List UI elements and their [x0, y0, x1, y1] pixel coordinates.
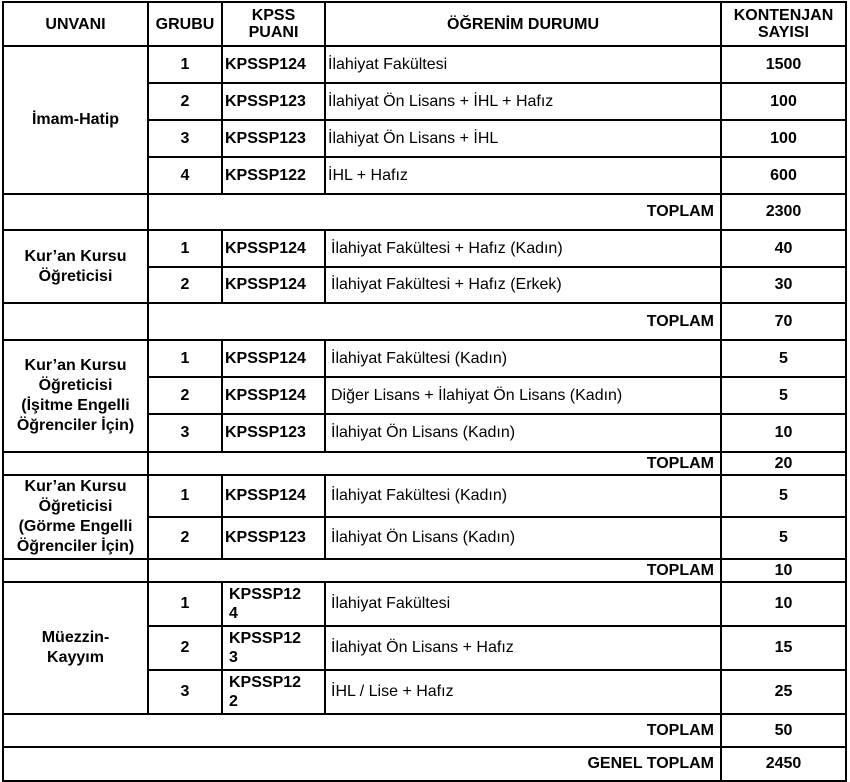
cell-kpss: KPSSP124 [222, 267, 325, 303]
total-spacer [3, 452, 148, 475]
kontenjan-table [2, 1, 847, 782]
cell-grup: 3 [148, 120, 222, 157]
cell-kontenjan: 5 [721, 340, 846, 377]
group-title-line: Kur’an Kursu [24, 478, 127, 495]
cell-kpss: KPSSP124 [222, 230, 325, 267]
group-title-line: Öğreticisi [38, 377, 113, 394]
cell-ogrenim: Diğer Lisans + İlahiyat Ön Lisans (Kadın) [325, 377, 721, 414]
cell-kpss [222, 626, 325, 670]
header-grubu: GRUBU [148, 2, 222, 46]
total-spacer [3, 194, 148, 230]
cell-kpss [222, 582, 325, 626]
cell-kontenjan: 10 [721, 414, 846, 452]
group-title-gorme-engelli [3, 475, 148, 559]
cell-kpss-part: 4 [229, 605, 238, 622]
cell-grup: 4 [148, 157, 222, 194]
cell-kpss-part: 3 [229, 649, 238, 666]
group-title-isitme-engelli [3, 340, 148, 452]
total-row [3, 559, 846, 582]
cell-grup: 2 [148, 377, 222, 414]
group-title-line: Kur’an Kursu [24, 357, 127, 374]
cell-ogrenim: İlahiyat Ön Lisans + İHL [325, 120, 721, 157]
cell-kontenjan: 100 [721, 83, 846, 120]
cell-kontenjan: 15 [721, 626, 846, 670]
header-kontenjan-line2: SAYISI [758, 24, 809, 41]
grand-total-label: GENEL TOPLAM [3, 747, 721, 781]
cell-kontenjan: 5 [721, 517, 846, 559]
cell-kontenjan: 25 [721, 670, 846, 714]
cell-grup: 1 [148, 230, 222, 267]
total-row [3, 194, 846, 230]
cell-kontenjan: 5 [721, 377, 846, 414]
cell-grup: 2 [148, 517, 222, 559]
cell-kontenjan: 100 [721, 120, 846, 157]
cell-grup: 3 [148, 670, 222, 714]
cell-kpss: KPSSP124 [222, 475, 325, 517]
cell-ogrenim: İlahiyat Fakültesi [325, 46, 721, 83]
cell-grup: 2 [148, 83, 222, 120]
header-unvani: UNVANI [3, 2, 148, 46]
cell-kontenjan: 40 [721, 230, 846, 267]
grand-total-row [3, 747, 846, 781]
cell-grup: 2 [148, 267, 222, 303]
total-value: 20 [721, 452, 846, 475]
group-title-line: İmam-Hatip [31, 111, 120, 128]
cell-ogrenim: İlahiyat Fakültesi + Hafız (Kadın) [325, 230, 721, 267]
total-label: TOPLAM [148, 559, 721, 582]
group-title-line: Müezzin- [41, 629, 110, 646]
grand-total-value: 2450 [721, 747, 846, 781]
cell-kpss: KPSSP123 [222, 83, 325, 120]
cell-kpss-part: 2 [229, 693, 238, 710]
group-title-line: Kur’an Kursu [24, 247, 127, 265]
cell-grup: 2 [148, 626, 222, 670]
group-title-line: (İşitme Engelli [21, 397, 130, 414]
cell-kpss: KPSSP123 [222, 120, 325, 157]
group-title-line: Öğreticisi [38, 267, 113, 285]
cell-kpss-part: KPSSP12 [229, 674, 302, 691]
cell-grup: 1 [148, 475, 222, 517]
cell-kontenjan: 1500 [721, 46, 846, 83]
header-kontenjan-line1: KONTENJAN [733, 7, 834, 24]
cell-grup: 1 [148, 46, 222, 83]
group-title-line: Öğrenciler İçin) [16, 417, 135, 434]
total-value: 2300 [721, 194, 846, 230]
header-kpss-puani [222, 2, 325, 46]
cell-kpss: KPSSP124 [222, 377, 325, 414]
cell-kpss-part: KPSSP12 [229, 630, 302, 647]
cell-kpss-part: KPSSP12 [229, 586, 302, 603]
cell-kontenjan: 5 [721, 475, 846, 517]
cell-ogrenim: İlahiyat Fakültesi [325, 582, 721, 626]
cell-kpss: KPSSP124 [222, 340, 325, 377]
cell-kpss: KPSSP123 [222, 517, 325, 559]
cell-grup: 1 [148, 340, 222, 377]
table-row [3, 475, 846, 517]
table-row [3, 230, 846, 267]
cell-ogrenim: İlahiyat Ön Lisans (Kadın) [325, 414, 721, 452]
cell-kontenjan: 30 [721, 267, 846, 303]
cell-ogrenim: İlahiyat Ön Lisans (Kadın) [325, 517, 721, 559]
header-kpss-line1: KPSS [251, 7, 296, 24]
table-row [3, 340, 846, 377]
cell-ogrenim: İlahiyat Fakültesi (Kadın) [325, 475, 721, 517]
group-title-line: Öğreticisi [38, 498, 113, 515]
table-row [3, 46, 846, 83]
cell-kontenjan: 600 [721, 157, 846, 194]
total-row [3, 452, 846, 475]
total-row [3, 714, 846, 747]
total-label: TOPLAM [3, 714, 721, 747]
header-kpss-line2: PUANI [248, 24, 299, 41]
group-title-line: Kayyım [47, 649, 104, 666]
group-title-line: Öğrenciler İçin) [16, 538, 135, 555]
cell-grup: 1 [148, 582, 222, 626]
total-row [3, 303, 846, 340]
cell-kpss: KPSSP124 [222, 46, 325, 83]
total-label: TOPLAM [148, 303, 721, 340]
total-value: 70 [721, 303, 846, 340]
cell-kpss: KPSSP123 [222, 414, 325, 452]
header-ogrenim-durumu: ÖĞRENİM DURUMU [325, 2, 721, 46]
cell-kontenjan: 10 [721, 582, 846, 626]
cell-ogrenim: İlahiyat Fakültesi + Hafız (Erkek) [325, 267, 721, 303]
group-title-imam-hatip [3, 46, 148, 194]
cell-ogrenim: İHL / Lise + Hafız [325, 670, 721, 714]
header-kontenjan-sayisi [721, 2, 846, 46]
cell-ogrenim: İlahiyat Fakültesi (Kadın) [325, 340, 721, 377]
cell-ogrenim: İlahiyat Ön Lisans + Hafız [325, 626, 721, 670]
total-value: 10 [721, 559, 846, 582]
total-value: 50 [721, 714, 846, 747]
group-title-muezzin-kayyim [3, 582, 148, 714]
total-label: TOPLAM [148, 452, 721, 475]
group-title-line: (Görme Engelli [18, 518, 133, 535]
header-row [3, 2, 846, 46]
cell-grup: 3 [148, 414, 222, 452]
cell-ogrenim: İlahiyat Ön Lisans + İHL + Hafız [325, 83, 721, 120]
total-label: TOPLAM [148, 194, 721, 230]
table-row [3, 582, 846, 626]
total-spacer [3, 559, 148, 582]
total-spacer [3, 303, 148, 340]
group-title-kuran-kursu [3, 230, 148, 303]
cell-kpss [222, 670, 325, 714]
cell-ogrenim: İHL + Hafız [325, 157, 721, 194]
cell-kpss: KPSSP122 [222, 157, 325, 194]
